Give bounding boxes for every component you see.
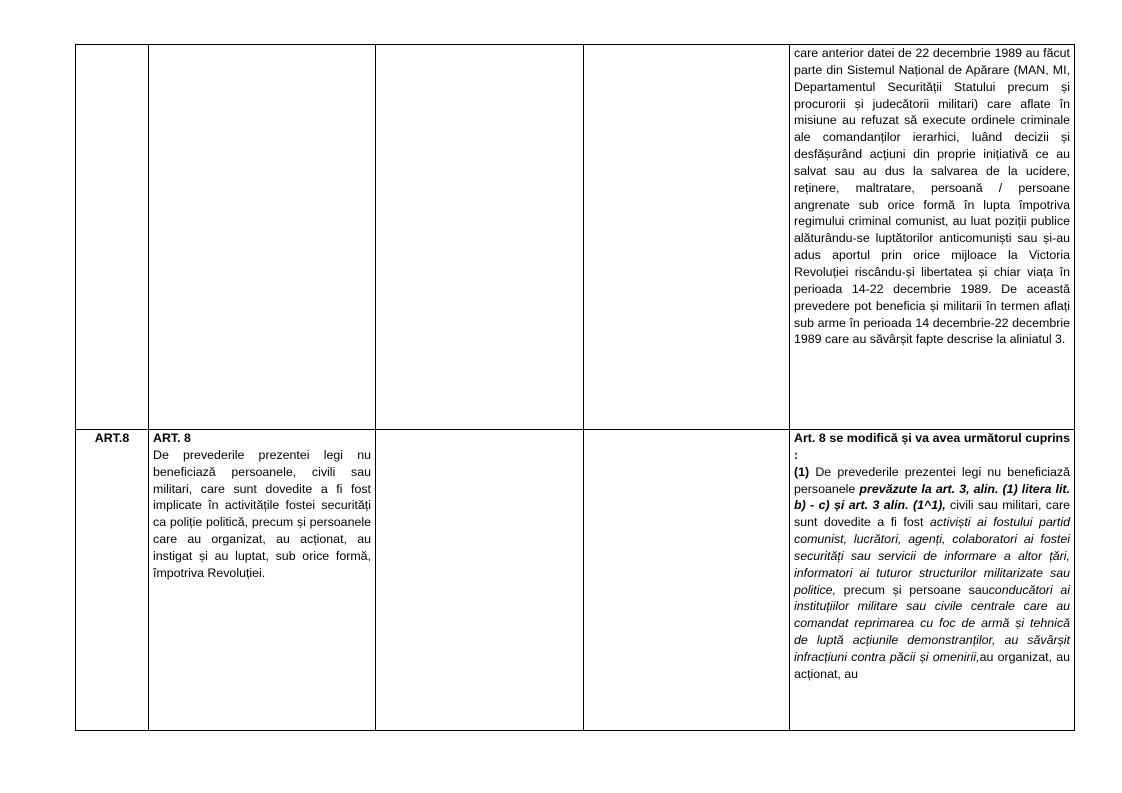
amendment-text-segment: precum și persoane sau <box>836 582 989 597</box>
current-law-cell <box>149 45 376 430</box>
column-4-cell <box>584 45 790 430</box>
table-row <box>76 430 1075 731</box>
amendment-text-segment: De prevederile prezentei legi nu beneficiază persoanele <box>794 464 1070 496</box>
amendment-text-segment: conducători ai instituțiilor militare sau civile centrale care au comandat reprimarea cu foc de armă și tehnică de luptă acțiunile demonstranților, au săvârșit infracțiuni contra păcii și omenirii, <box>794 582 1070 664</box>
amendment-continuation-text: care anterior datei de 22 decembrie 1989 au făcut parte din Sistemul Național de Apărare (MAN, MI, Departamentul Securității Statului precum și procurorii și judecătorii militari) care aflate în misiune au refuzat să execute ordinele criminale ale comandanților ierarhici, luând decizii și desfășurând acțiuni din proprie inițiativă ce au salvat sau au dus la salvarea de la ucidere, reținere, maltratare, persoană / persoane angrenate sub orice formă în lupta împotriva regimului criminal comunist, au luat poziții publice alăturându-se luptătorilor anticomuniști sau și-au adus aportul prin orice mijloace la Victoria Revoluției riscându-și libertatea și chiar viața în perioada 14-22 decembrie 1989. De această prevedere pot beneficia și militarii în termen aflați sub arme în perioada 14 decembrie-22 decembrie 1989 care au săvârșit fapte descrise la aliniatul 3. <box>794 46 1070 347</box>
column-3-cell <box>376 45 584 430</box>
article-number-cell <box>76 45 149 430</box>
table-row <box>76 45 1075 430</box>
amendment-cell <box>790 430 1075 731</box>
current-law-cell <box>149 430 376 731</box>
amendment-text-segment: au organizat, au acționat, au <box>794 649 1070 681</box>
amendment-text-segment: activiști ai fostului partid comunist, lucrători, agenți, colaboratori ai fostei securități sau servicii de informare a altor țări, informatori ai tuturor structurilor militarizate sau politice, <box>794 515 1070 597</box>
amendment-text-segment: civili sau militari, care sunt dovedite a fi fost <box>794 498 1070 530</box>
current-law-text: De prevederile prezentei legi nu beneficiază persoanele, civili sau militari, care sunt dovedite a fi fost implicate în activitățile fostei securități ca poliție politică, precum și persoanele care au organizat, au acționat, au instigat și au luptat, sub orice formă, împotriva Revoluției. <box>153 447 371 580</box>
amendment-text-segment: prevăzute la art. 3, alin. (1) litera lit. b) - c) și art. 3 alin. (1^1), <box>794 481 1070 513</box>
column-3-cell <box>376 430 584 731</box>
article-number-cell <box>76 430 149 731</box>
amendment-cell <box>790 45 1075 430</box>
article-number: ART.8 <box>94 431 130 445</box>
amendment-heading: Art. 8 se modifică și va avea următorul cuprins : <box>794 431 1070 462</box>
current-law-heading: ART. 8 <box>153 431 191 445</box>
column-4-cell <box>584 430 790 731</box>
paragraph-number: (1) <box>794 464 810 479</box>
comparison-table <box>75 44 1075 731</box>
amendment-paragraph-1 <box>794 464 1070 683</box>
